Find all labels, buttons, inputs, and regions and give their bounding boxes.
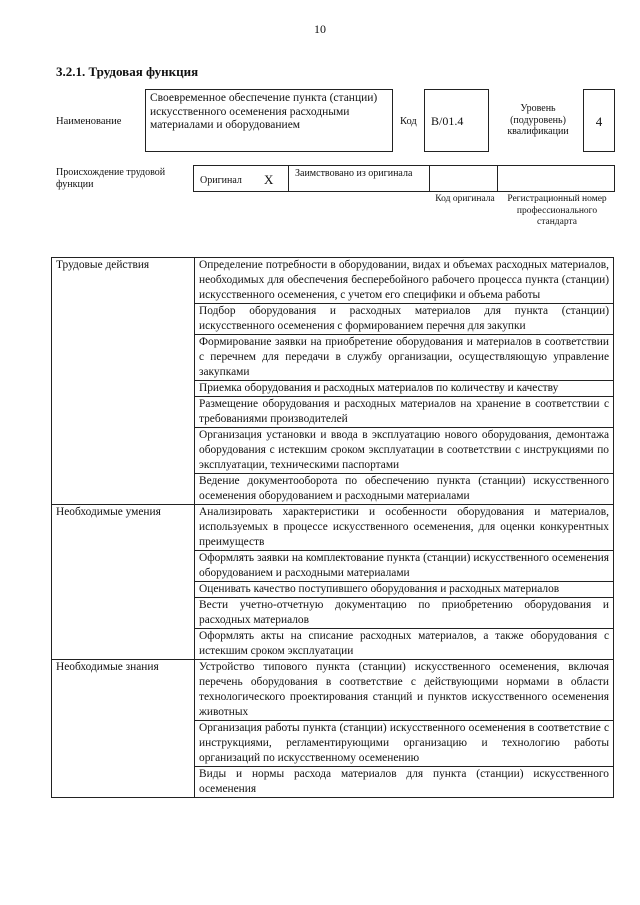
- code-original-label: Код оригинала: [435, 194, 495, 204]
- name-label: Наименование: [56, 116, 122, 127]
- original-mark: X: [264, 172, 274, 187]
- table-cell: Виды и нормы расхода материалов для пункта (станции) искусственного осеменения: [195, 767, 614, 798]
- table-cell: Вести учетно-отчетную документацию по приобретению оборудования и расходных материалов: [195, 598, 614, 629]
- table-cell: Определение потребности в оборудовании, видах и объемах расходных материалов, необходимых для обеспечения бесперебойного рабочего процесса пункта (станции) искусственного осеменения, с учетом его специфики и объема работы: [195, 258, 614, 304]
- code-label: Код: [400, 116, 417, 127]
- table-row: [52, 505, 614, 551]
- table-row: [52, 258, 614, 304]
- table-cell: Ведение документооборота по обеспечению пункта (станции) искусственного осеменения оборудованием и расходными материалами: [195, 474, 614, 505]
- origin-label: Происхождение трудовой функции: [56, 167, 166, 190]
- section-title-skills: Необходимые умения: [52, 505, 195, 660]
- table-row: [52, 660, 614, 721]
- original-label: Оригинал: [200, 175, 242, 186]
- function-name: Своевременное обеспечение пункта (станции) искусственного осеменения расходными материалами и оборудованием: [145, 89, 393, 152]
- level-value: 4: [583, 89, 615, 152]
- borrowed-cell: [288, 165, 430, 192]
- section-title: 3.2.1. Трудовая функция: [56, 64, 199, 79]
- reg-number-label: Регистрационный номер профессионального стандарта: [507, 194, 607, 227]
- level-label: Уровень (подуровень) квалификации: [507, 103, 569, 137]
- table-cell: Анализировать характеристики и особенности оборудования и материалов, используемых в процессе искусственного осеменения, для оценки конкурентных преимуществ: [195, 505, 614, 551]
- table-cell: Приемка оборудования и расходных материалов по количеству и качеству: [195, 381, 614, 397]
- table-cell: Оформлять акты на списание расходных материалов, а также оборудования с истекшим сроком эксплуатации: [195, 629, 614, 660]
- original-cell: [193, 165, 289, 192]
- table-cell: Оформлять заявки на комплектование пункта (станции) искусственного осеменения оборудованием и расходными материалами: [195, 551, 614, 582]
- table-cell: Подбор оборудования и расходных материалов для пункта (станции) искусственного осеменения с формированием перечня для закупки: [195, 304, 614, 335]
- code-value: B/01.4: [424, 89, 489, 152]
- table-cell: Размещение оборудования и расходных материалов на хранение в соответствии с требованиями производителей: [195, 397, 614, 428]
- table-cell: Оценивать качество поступившего оборудования и расходных материалов: [195, 582, 614, 598]
- borrowed-label: Заимствовано из оригинала: [295, 168, 413, 179]
- table-cell: Формирование заявки на приобретение оборудования и материалов в соответствии с перечнем для передачи в службу организации, осуществляющую управление закупками: [195, 335, 614, 381]
- table-cell: Организация работы пункта (станции) искусственного осеменения в соответствие с инструкциями, регламентирующими организацию и технологию работы организаций по искусственному осеменению: [195, 721, 614, 767]
- page-number: 10: [314, 22, 326, 36]
- reg-number-cell: [497, 165, 615, 192]
- code-original-cell: [429, 165, 498, 192]
- section-title-knowledge: Необходимые знания: [52, 660, 195, 798]
- table-cell: Устройство типового пункта (станции) искусственного осеменения, включая перечень оборудования в соответствие с действующими нормами в области технологического проектирования станций и пунктов искусственного осеменения животных: [195, 660, 614, 721]
- function-table: [51, 257, 614, 798]
- table-cell: Организация установки и ввода в эксплуатацию нового оборудования, демонтажа оборудования с истекшим сроком эксплуатации в соответствии с инструкциями по эксплуатации, техническими паспортами: [195, 428, 614, 474]
- section-title-actions: Трудовые действия: [52, 258, 195, 505]
